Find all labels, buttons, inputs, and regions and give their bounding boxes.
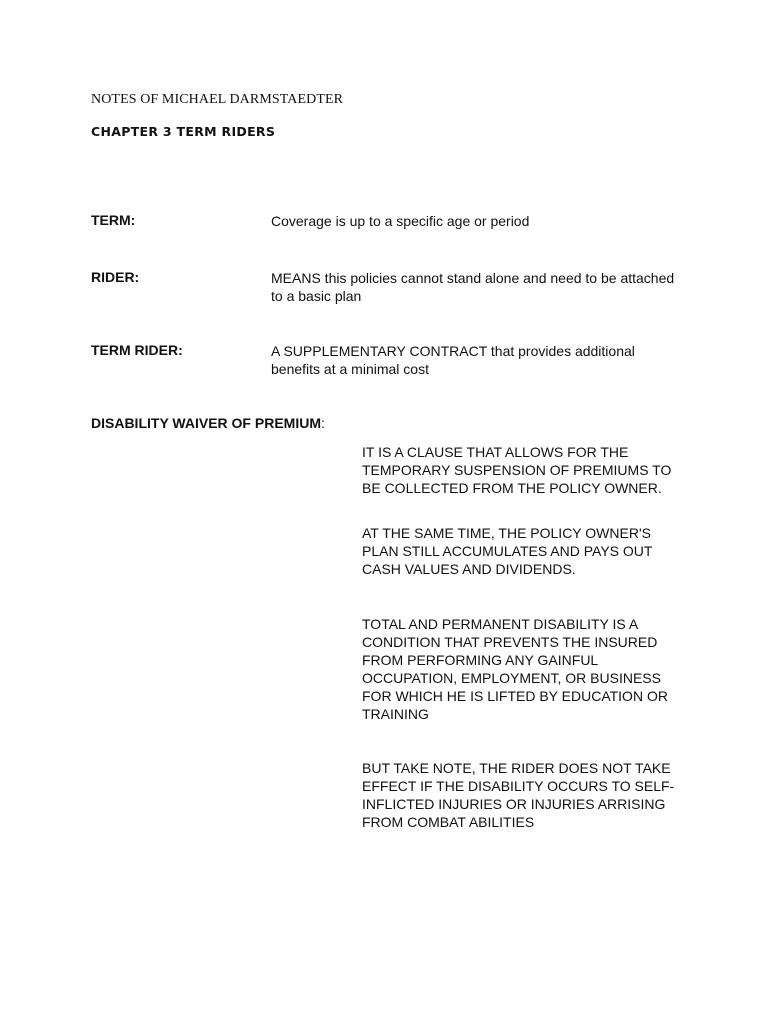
paragraph-line: BUT TAKE NOTE, THE RIDER DOES NOT TAKE	[362, 760, 671, 776]
paragraph-exclusion	[362, 759, 678, 831]
paragraph-line: FROM PERFORMING ANY GAINFUL	[362, 652, 599, 668]
definition-line: Coverage is up to a specific age or period	[271, 213, 530, 229]
paragraph-line: TRAINING	[362, 706, 429, 722]
paragraph-line: PLAN STILL ACCUMULATES AND PAYS OUT	[362, 543, 653, 559]
definition-line: benefits at a minimal cost	[271, 361, 429, 377]
header-note: NOTES OF MICHAEL DARMSTAEDTER	[91, 92, 344, 107]
paragraph-line: IT IS A CLAUSE THAT ALLOWS FOR THE	[362, 444, 629, 460]
paragraph-line: EFFECT IF THE DISABILITY OCCURS TO SELF-	[362, 778, 675, 794]
paragraph-line: FOR WHICH HE IS LIFTED BY EDUCATION OR	[362, 688, 668, 704]
chapter-title: CHAPTER 3 TERM RIDERS	[91, 124, 276, 139]
section-heading	[91, 415, 325, 431]
paragraph-line: AT THE SAME TIME, THE POLICY OWNER'S	[362, 525, 651, 541]
paragraph-line: TOTAL AND PERMANENT DISABILITY IS A	[362, 616, 639, 632]
term-label-rider: RIDER:	[91, 269, 140, 285]
term-definition-term-rider	[271, 342, 691, 378]
term-label-term-rider: TERM RIDER:	[91, 342, 183, 358]
paragraph-line: OCCUPATION, EMPLOYMENT, OR BUSINESS	[362, 670, 661, 686]
paragraph-line: FROM COMBAT ABILITIES	[362, 814, 535, 830]
definition-line: MEANS this policies cannot stand alone and need to be attached	[271, 270, 675, 286]
section-heading-text: DISABILITY WAIVER OF PREMIUM	[91, 415, 321, 431]
term-definition-term	[271, 212, 691, 230]
paragraph-disability-definition	[362, 615, 678, 723]
paragraph-accumulation	[362, 524, 678, 578]
paragraph-line: BE COLLECTED FROM THE POLICY OWNER.	[362, 480, 662, 496]
paragraph-line: CASH VALUES AND DIVIDENDS.	[362, 561, 576, 577]
term-definition-rider	[271, 269, 691, 305]
term-label-term: TERM:	[91, 212, 136, 228]
paragraph-line: CONDITION THAT PREVENTS THE INSURED	[362, 634, 658, 650]
paragraph-line: TEMPORARY SUSPENSION OF PREMIUMS TO	[362, 462, 672, 478]
paragraph-line: INFLICTED INJURIES OR INJURIES ARRISING	[362, 796, 666, 812]
section-heading-colon: :	[320, 415, 325, 431]
definition-line: to a basic plan	[271, 288, 362, 304]
paragraph-clause	[362, 443, 678, 497]
definition-line: A SUPPLEMENTARY CONTRACT that provides additional	[271, 343, 635, 359]
